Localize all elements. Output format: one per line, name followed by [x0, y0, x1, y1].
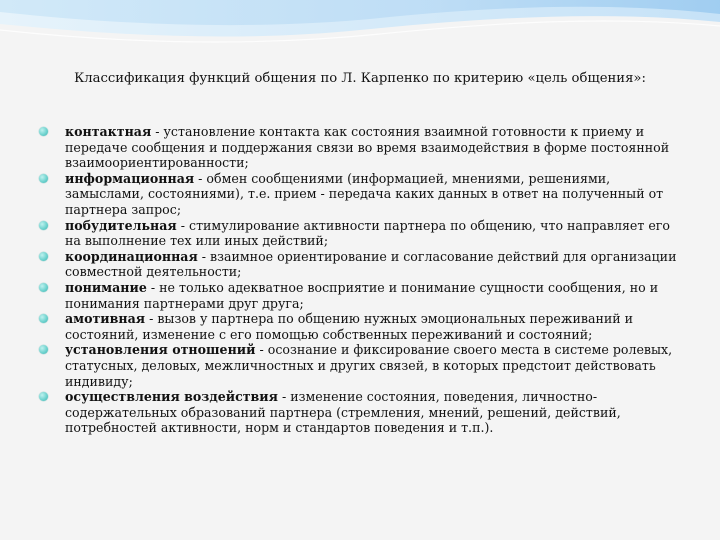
- list-item: [38, 249, 678, 280]
- list-item: [38, 311, 678, 342]
- item-desc: - взаимное ориентирование и согласование действий для организации совместной деятельности;: [65, 248, 677, 280]
- item-desc: - установление контакта как состояния взаимной готовности к приему и передаче сообщения и поддержания связи во время взаимодействия в форме постоянной взаимоориентированности;: [65, 124, 670, 171]
- bullet-icon: [39, 283, 48, 292]
- functions-list: [38, 124, 678, 436]
- list-item: [38, 218, 678, 249]
- list-item: [38, 342, 678, 389]
- list-item: [38, 171, 678, 218]
- item-desc: - вызов у партнера по общению нужных эмоциональных переживаний и состояний, изменение с его помощью собственных переживаний и состояний;: [65, 311, 634, 342]
- bullet-icon: [39, 127, 48, 136]
- item-desc: - обмен сообщениями (информацией, мнениями, решениями, замыслами, состояниями), т.е. прием - передача каких данных в ответ на полученный от партнера запрос;: [65, 170, 664, 217]
- item-term: установления отношений: [65, 342, 256, 358]
- item-term: амотивная: [65, 311, 146, 327]
- bullet-icon: [39, 174, 48, 183]
- slide-title: Классификация функций общения по Л. Карпенко по критерию «цель общения»:: [74, 71, 646, 86]
- item-desc: - стимулирование активности партнера по общению, что направляет его на выполнение тех или иных действий;: [65, 217, 670, 249]
- list-item: [38, 280, 678, 311]
- bullet-icon: [39, 314, 48, 323]
- bullet-icon: [39, 392, 48, 401]
- list-item: [38, 124, 678, 171]
- list-item: [38, 389, 678, 436]
- item-term: осуществления воздействия: [65, 389, 278, 405]
- bullet-icon: [39, 252, 48, 261]
- item-desc: - осознание и фиксирование своего места в системе ролевых, статусных, деловых, межличностных и других связей, в которых предстоит действовать индивиду;: [65, 342, 673, 389]
- bullet-icon: [39, 345, 48, 354]
- bullet-icon: [39, 221, 48, 230]
- item-term: понимание: [65, 279, 147, 295]
- item-term: информационная: [65, 170, 195, 186]
- item-term: побудительная: [65, 217, 177, 233]
- item-term: контактная: [65, 124, 152, 139]
- item-term: координационная: [65, 248, 198, 264]
- item-desc: - изменение состояния, поведения, личностно-содержательных образований партнера (стремления, мнений, решений, действий, потребностей активности, норм и стандартов поведения и т.п.).: [65, 389, 621, 436]
- item-desc: - не только адекватное восприятие и понимание сущности сообщения, но и понимания партнерами друг друга;: [65, 279, 659, 311]
